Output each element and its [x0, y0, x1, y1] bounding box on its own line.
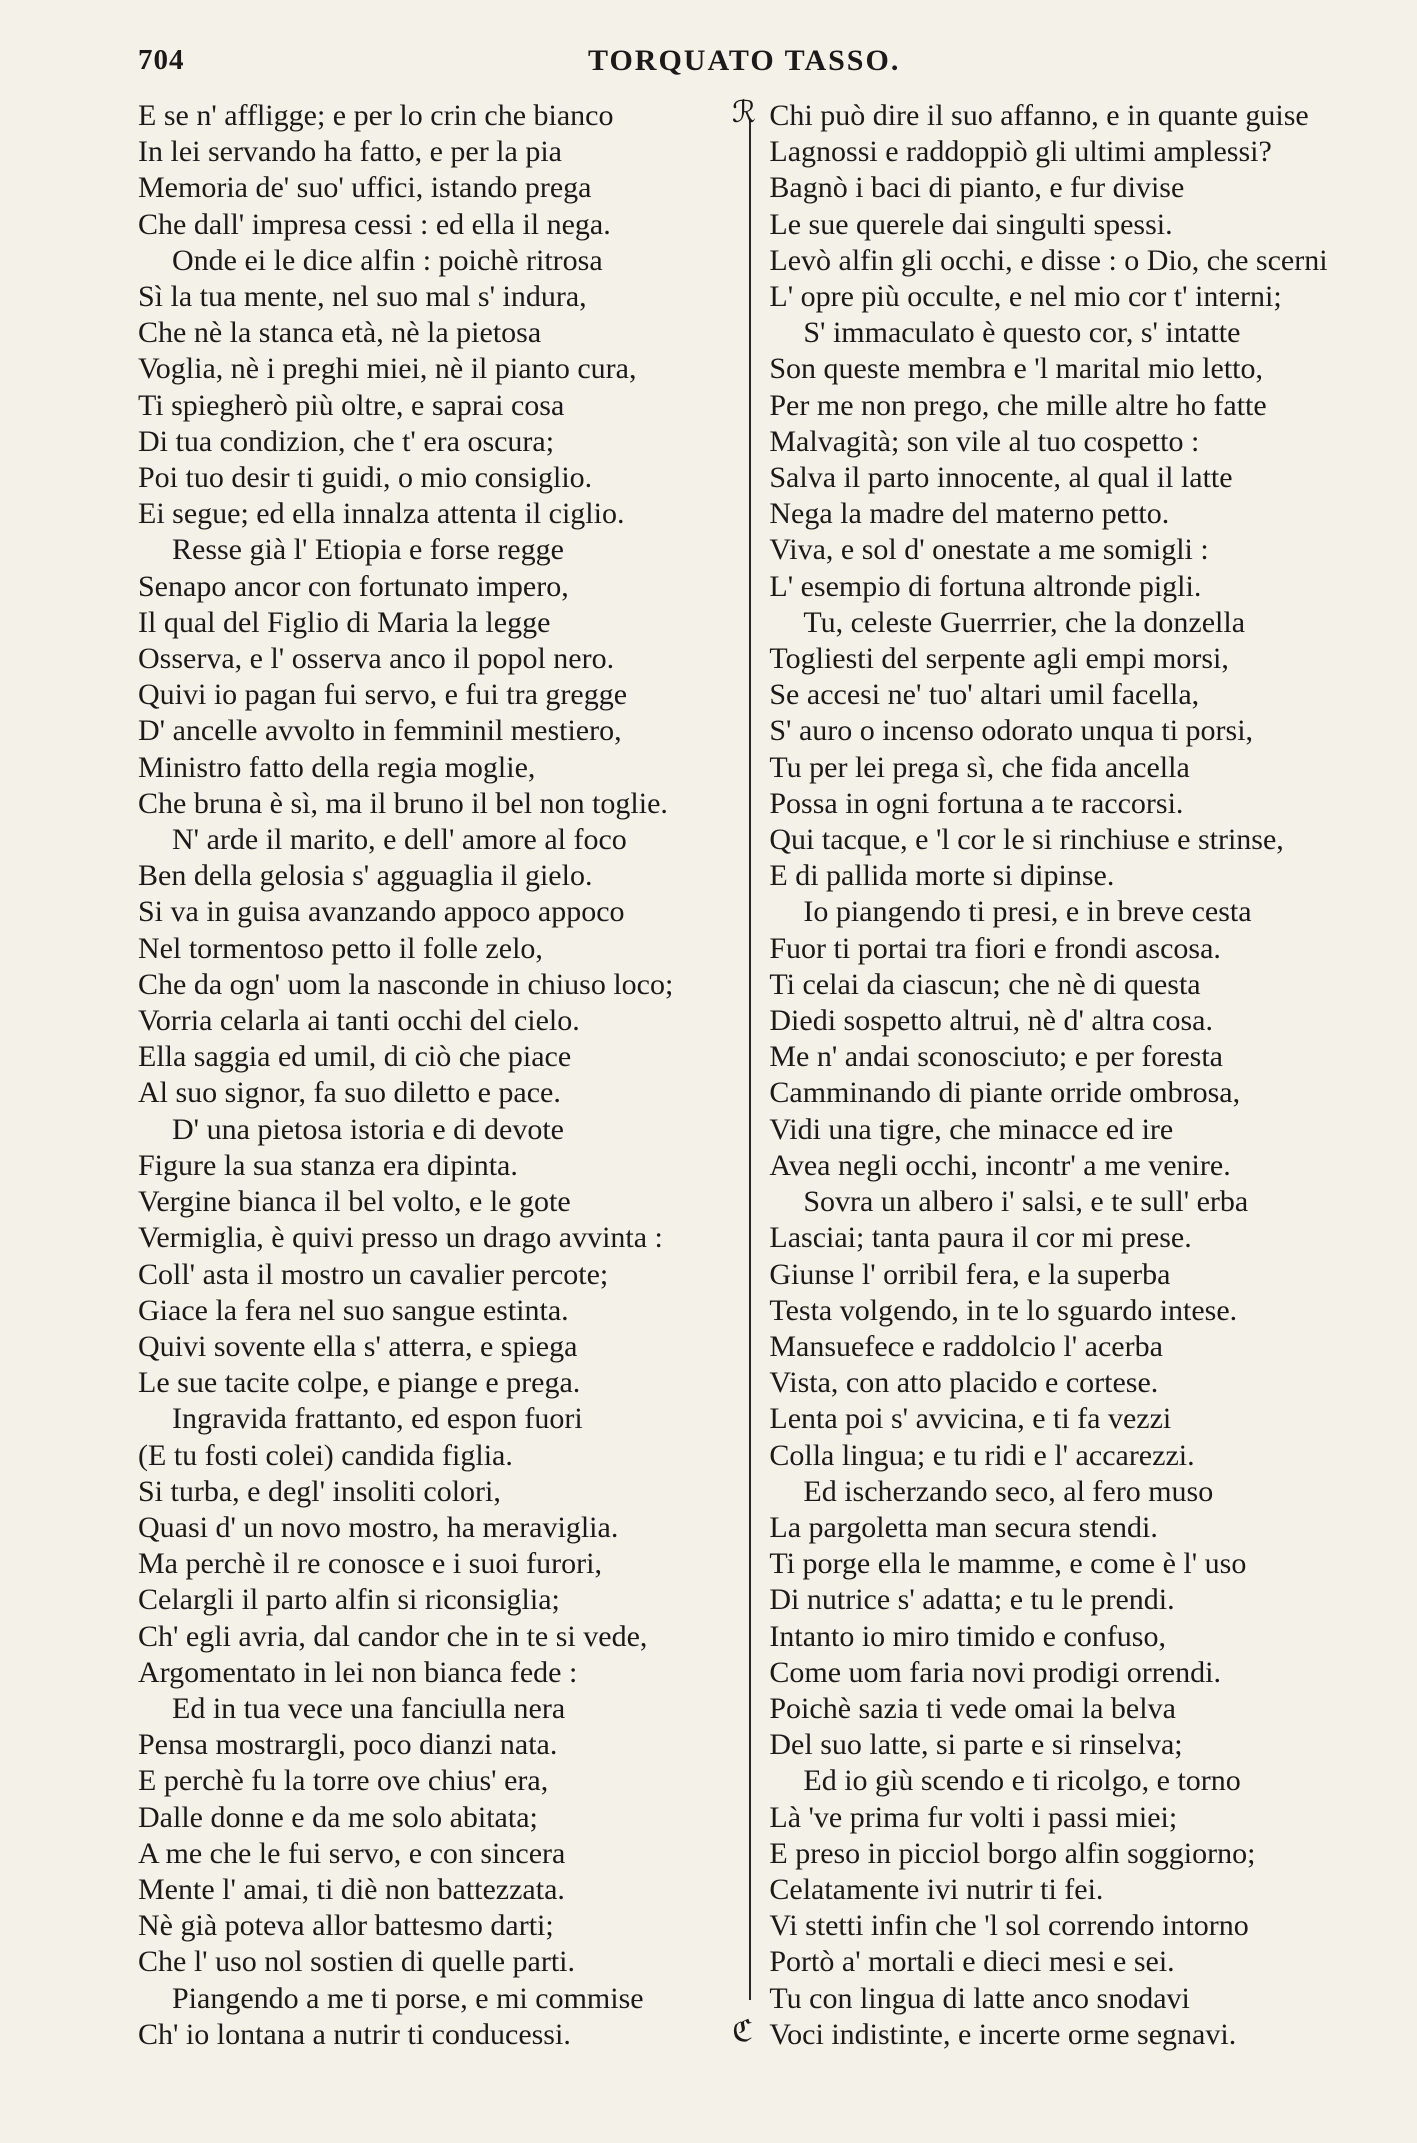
verse-line: (E tu fosti colei) candida figlia. [138, 1438, 513, 1472]
verse-line: Se accesi ne' tuo' altari umil facella, [769, 678, 1200, 712]
verse-line: Che dall' impresa cessi : ed ella il nega. [138, 207, 611, 241]
running-title: TORQUATO TASSO. [588, 44, 901, 77]
verse-line: Per me non prego, che mille altre ho fatte [769, 388, 1267, 422]
verse-line: Resse già l' Etiopia e forse regge [172, 533, 564, 567]
verse-line: Al suo signor, fa suo diletto e pace. [138, 1076, 561, 1110]
verse-line: Ti spiegherò più oltre, e saprai cosa [138, 388, 565, 422]
verse-line: Intanto io miro timido e confuso, [769, 1619, 1166, 1653]
verse-line: Là 've prima fur volti i passi miei; [769, 1800, 1178, 1834]
verse-line: Celargli il parto alfin si riconsiglia; [138, 1583, 560, 1617]
verse-line: Vorria celarla ai tanti occhi del cielo. [138, 1004, 580, 1038]
verse-line: Viva, e sol d' onestate a me somigli : [769, 533, 1209, 567]
verse-line: Giunse l' orribil fera, e la superba [769, 1257, 1171, 1291]
verse-line: Ben della gelosia s' agguaglia il gielo. [138, 859, 593, 893]
verse-line: E di pallida morte si dipinse. [769, 859, 1115, 893]
verse-line: In lei servando ha fatto, e per la pia [138, 135, 562, 169]
verse-line: Quasi d' un novo mostro, ha meraviglia. [138, 1510, 619, 1544]
verse-line: E se n' affligge; e per lo crin che bianco [138, 99, 614, 132]
verse-line: Ed io giù scendo e ti ricolgo, e torno [803, 1764, 1241, 1798]
verse-line: Colla lingua; e tu ridi e l' accarezzi. [769, 1438, 1195, 1472]
verse-line: Io piangendo ti presi, e in breve cesta [803, 895, 1252, 929]
verse-line: Ma perchè il re conosce e i suoi furori, [138, 1547, 602, 1581]
verse-line: Fuor ti portai tra fiori e frondi ascosa. [769, 931, 1221, 965]
verse-line: Memoria de' suo' uffici, istando prega [138, 171, 592, 205]
verse-line: Ch' io lontana a nutrir ti conducessi. [138, 2017, 571, 2051]
verse-line: Lagnossi e raddoppiò gli ultimi amplessi? [769, 135, 1272, 169]
verse-line: Mente l' amai, ti diè non battezzata. [138, 1872, 565, 1906]
verse-line: S' auro o incenso odorato unqua ti porsi, [769, 714, 1254, 748]
verse-line: Tu per lei prega sì, che fida ancella [769, 750, 1190, 784]
verse-line: Pensa mostrargli, poco dianzi nata. [138, 1728, 558, 1762]
verse-line: Levò alfin gli occhi, e disse : o Dio, che scerni [769, 243, 1328, 277]
verse-line: Vista, con atto placido e cortese. [769, 1366, 1159, 1400]
page-header [138, 44, 1357, 88]
verse-line: Me n' andai sconosciuto; e per foresta [769, 1040, 1223, 1074]
verse-line: Bagnò i baci di pianto, e fur divise [769, 171, 1185, 205]
verse-line: D' una pietosa istoria e di devote [172, 1112, 564, 1146]
verse-line: Sovra un albero i' salsi, e te sull' erba [803, 1185, 1249, 1219]
verse-line: N' arde il marito, e dell' amore al foco [172, 823, 627, 857]
verse-line: Che l' uso nol sostien di quelle parti. [138, 1945, 576, 1979]
verse-line: Quivi io pagan fui servo, e fui tra gregge [138, 678, 628, 712]
verse-line: Si va in guisa avanzando appoco appoco [138, 895, 625, 929]
verse-line: L' esempio di fortuna altronde pigli. [769, 569, 1202, 603]
verse-line: Possa in ogni fortuna a te raccorsi. [769, 786, 1184, 820]
verse-line: Camminando di piante orride ombrosa, [769, 1076, 1241, 1110]
verse-line: Diedi sospetto altrui, nè d' altra cosa. [769, 1004, 1213, 1038]
verse-line: Senapo ancor con fortunato impero, [138, 569, 569, 603]
verse-line: Salva il parto innocente, al qual il latte [769, 461, 1233, 495]
verse-line: Coll' asta il mostro un cavalier percote; [138, 1257, 609, 1291]
verse-line: Portò a' mortali e dieci mesi e sei. [769, 1945, 1175, 1979]
verse-line: Vidi una tigre, che minacce ed ire [769, 1112, 1174, 1146]
verse-line: La pargoletta man secura stendi. [769, 1510, 1158, 1544]
verse-line: Vermiglia, è quivi presso un drago avvinta : [138, 1221, 663, 1255]
verse-line: Giace la fera nel suo sangue estinta. [138, 1293, 569, 1327]
verse-line: Di tua condizion, che t' era oscura; [138, 424, 555, 458]
verse-line: Malvagità; son vile al tuo cospetto : [769, 424, 1200, 458]
verse-line: S' immaculato è questo cor, s' intatte [803, 316, 1241, 350]
verse-line: Vergine bianca il bel volto, e le gote [138, 1185, 571, 1219]
verse-line: Ed ischerzando seco, al fero muso [803, 1474, 1214, 1508]
verse-line: Tu con lingua di latte anco snodavi [769, 1981, 1190, 2015]
verse-line: Ministro fatto della regia moglie, [138, 750, 536, 784]
verse-line: Ti porge ella le mamme, e come è l' uso [769, 1547, 1247, 1581]
verse-line: Celatamente ivi nutrir ti fei. [769, 1872, 1104, 1906]
verse-line: Ti celai da ciascun; che nè di questa [769, 967, 1201, 1001]
verse-line: Che nè la stanca età, nè la pietosa [138, 316, 542, 350]
ornament-top-icon: ℛ [732, 96, 756, 129]
verse-line: E preso in picciol borgo alfin soggiorno; [769, 1836, 1256, 1870]
verse-line: Nega la madre del materno petto. [769, 497, 1170, 531]
verse-line: Nè già poteva allor battesmo darti; [138, 1909, 554, 1943]
verse-line: Ingravida frattanto, ed espon fuori [172, 1402, 583, 1436]
verse-line: Del suo latte, si parte e si rinselva; [769, 1728, 1183, 1762]
verse-line: Son queste membra e 'l marital mio letto, [769, 352, 1263, 386]
verse-line: Ella saggia ed umil, di ciò che piace [138, 1040, 572, 1074]
verse-line: Lasciai; tanta paura il cor mi prese. [769, 1221, 1192, 1255]
verse-line: Voci indistinte, e incerte orme segnavi. [769, 2017, 1237, 2051]
verse-line: Le sue querele dai singulti spessi. [769, 207, 1173, 241]
verse-line: Voglia, nè i preghi miei, nè il pianto cura, [138, 352, 637, 386]
verse-line: Come uom faria novi prodigi orrendi. [769, 1655, 1221, 1689]
ornament-bottom-icon: ℭ [732, 2015, 754, 2048]
verse-line: Avea negli occhi, incontr' a me venire. [769, 1148, 1231, 1182]
verse-line: Piangendo a me ti porse, e mi commise [172, 1981, 644, 2015]
verse-line: Di nutrice s' adatta; e tu le prendi. [769, 1583, 1175, 1617]
verse-line: Argomentato in lei non bianca fede : [138, 1655, 578, 1689]
verse-line: Qui tacque, e 'l cor le si rinchiuse e strinse, [769, 823, 1284, 857]
verse-line: Poichè sazia ti vede omai la belva [769, 1691, 1176, 1725]
verse-line: Dalle donne e da me solo abitata; [138, 1800, 538, 1834]
verse-line: Testa volgendo, in te lo sguardo intese. [769, 1293, 1238, 1327]
verse-line: Vi stetti infin che 'l sol correndo intorno [769, 1909, 1249, 1943]
verse-line: Che da ogn' uom la nasconde in chiuso loco; [138, 967, 674, 1001]
verse-line: Sì la tua mente, nel suo mal s' indura, [138, 280, 587, 314]
verse-line: Chi può dire il suo affanno, e in quante guise [769, 99, 1309, 132]
verse-line: Ed in tua vece una fanciulla nera [172, 1691, 566, 1725]
verse-line: Ch' egli avria, dal candor che in te si vede, [138, 1619, 648, 1653]
verse-line: Lenta poi s' avvicina, e ti fa vezzi [769, 1402, 1172, 1436]
verse-line: Le sue tacite colpe, e piange e prega. [138, 1366, 581, 1400]
verse-line: Che bruna è sì, ma il bruno il bel non toglie. [138, 786, 668, 820]
verse-line: Nel tormentoso petto il folle zelo, [138, 931, 543, 965]
left-column [138, 98, 749, 2058]
verse-line: Il qual del Figlio di Maria la legge [138, 605, 551, 639]
verse-line: Quivi sovente ella s' atterra, e spiega [138, 1329, 578, 1363]
verse-line: D' ancelle avvolto in femminil mestiero, [138, 714, 622, 748]
right-column [751, 98, 1357, 2058]
verse-line: L' opre più occulte, e nel mio cor t' interni; [769, 280, 1282, 314]
verse-line: Si turba, e degl' insoliti colori, [138, 1474, 501, 1508]
verse-line: Figure la sua stanza era dipinta. [138, 1148, 518, 1182]
verse-line: Mansuefece e raddolcio l' acerba [769, 1329, 1163, 1363]
verse-line: Onde ei le dice alfin : poichè ritrosa [172, 243, 603, 277]
verse-line: Ei segue; ed ella innalza attenta il ciglio. [138, 497, 625, 531]
verse-line: Tu, celeste Guerrrier, che la donzella [803, 605, 1246, 639]
verse-line: Poi tuo desir ti guidi, o mio consiglio. [138, 461, 593, 495]
verse-line: Togliesti del serpente agli empi morsi, [769, 642, 1229, 676]
text-columns [138, 98, 1357, 2058]
page-number: 704 [138, 44, 185, 76]
verse-line: Osserva, e l' osserva anco il popol nero. [138, 642, 615, 676]
verse-line: E perchè fu la torre ove chius' era, [138, 1764, 549, 1798]
verse-line: A me che le fui servo, e con sincera [138, 1836, 566, 1870]
